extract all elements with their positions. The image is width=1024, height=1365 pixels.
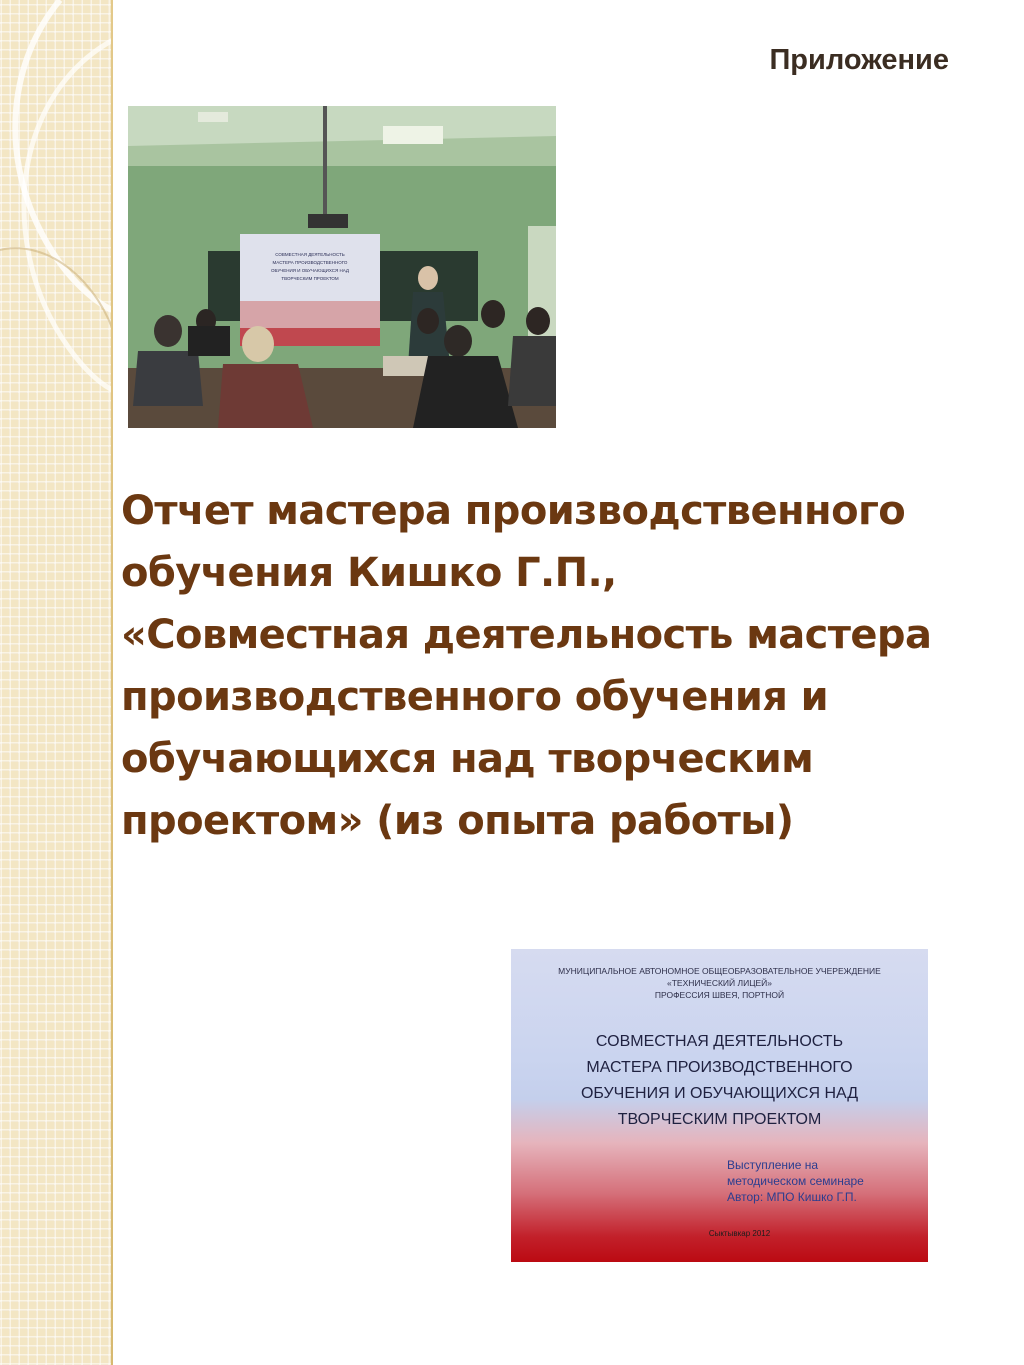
presentation-slide-thumbnail [511,949,928,1262]
seminar-photo [128,106,556,428]
slide-author-line: методическом семинаре [727,1174,864,1188]
decorative-side-band [0,0,113,1365]
slide-author-line: Выступление на [727,1158,819,1172]
swirl-ornament [0,0,113,420]
slide-title-line: ТВОРЧЕСКИМ ПРОЕКТОМ [617,1111,822,1128]
slide-institution-line: МУНИЦИПАЛЬНОЕ АВТОНОМНОЕ ОБЩЕОБРАЗОВАТЕЛЬНОЕ УЧЕРЕЖДЕНИЕ [558,966,881,976]
slide-title-line: СОВМЕСТНАЯ ДЕЯТЕЛЬНОСТЬ [595,1033,844,1050]
screen-line-1: СОВМЕСТНАЯ ДЕЯТЕЛЬНОСТЬ [275,252,345,257]
slide-title-line: ОБУЧЕНИЯ И ОБУЧАЮЩИХСЯ НАД [580,1085,859,1102]
screen-line-2: МАСТЕРА ПРОИЗВОДСТВЕННОГО [272,260,348,265]
slide-author-block [727,1157,927,1205]
slide-author-line: Автор: МПО Кишко Г.П. [727,1190,857,1204]
slide-title [511,1029,928,1133]
slide-institution-line: «ТЕХНИЧЕСКИЙ ЛИЦЕЙ» [667,978,772,988]
screen-line-4: ТВОРЧЕСКИМ ПРОЕКТОМ [281,276,339,281]
slide-institution [511,965,928,1001]
report-title: Отчет мастера производственного обучения Кишко Г.П., «Совместная деятельность мастера производственного обучения и обучающихся над творческим проектом» (из опыта работы) [121,488,932,844]
appendix-label: Приложение [769,44,949,76]
slide-footer: Сыктывкар 2012 [708,1229,771,1238]
screen-line-3: ОБУЧЕНИЯ И ОБУЧАЮЩИХСЯ НАД [271,268,349,273]
slide-institution-line: ПРОФЕССИЯ ШВЕЯ, ПОРТНОЙ [654,990,785,1000]
slide-title-line: МАСТЕРА ПРОИЗВОДСТВЕННОГО [586,1059,853,1076]
